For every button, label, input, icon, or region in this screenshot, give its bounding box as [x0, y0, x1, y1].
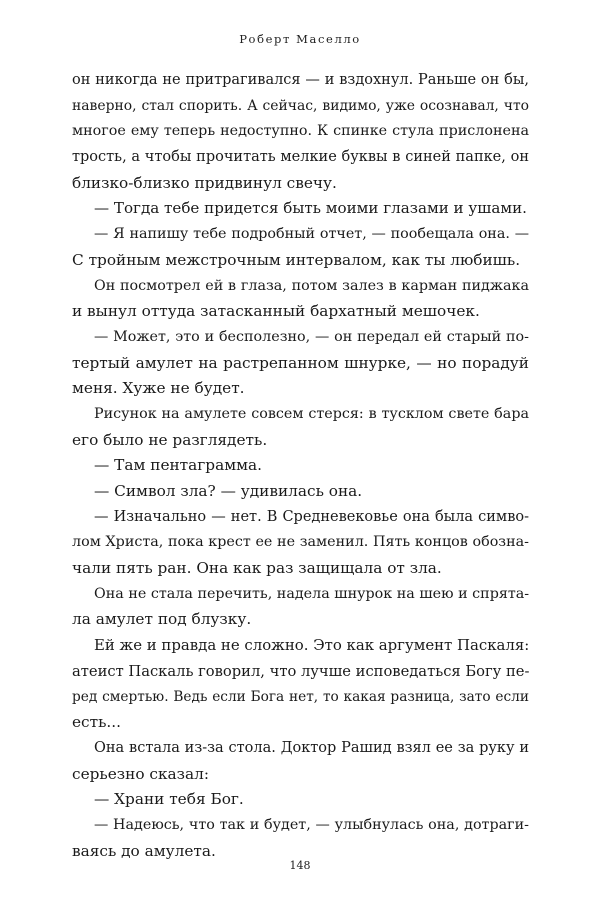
text-line: — Может, это и бесполезно, — он передал ей старый по-	[94, 328, 529, 345]
text-line: — Символ зла? — удивилась она.	[94, 482, 363, 500]
text-line: он никогда не притрагивался — и вздохнул. Раньше он бы,	[72, 72, 529, 88]
text-line: — Там пентаграмма.	[94, 456, 262, 475]
text-line: серьезно сказал:	[72, 764, 209, 783]
text-line: Ей же и правда не сложно. Это как аргумент Паскаля:	[94, 636, 530, 655]
text-line: близко-близко придвинул свечу.	[72, 173, 337, 192]
text-line: — Я напишу тебе подробный отчет, — пообещала она. —	[94, 226, 529, 243]
text-line: и вынул оттуда затасканный бархатный мешочек.	[72, 302, 480, 321]
text-line: атеист Паскаль говорил, что лучше исповедаться Богу пе-	[72, 662, 530, 680]
text-line: — Храни тебя Бог.	[94, 790, 244, 809]
text-line: чали пять ран. Она как раз защищала от зла.	[72, 559, 442, 578]
text-line: — Надеюсь, что так и будет, — улыбнулась она, дотраги-	[94, 816, 529, 833]
text-line: Она не стала перечить, надела шнурок на шею и спрята-	[94, 585, 530, 602]
text-line: тертый амулет на растрепанном шнурке, — но порадуй	[72, 353, 529, 372]
text-line: трость, а чтобы прочитать мелкие буквы в синей папке, он	[72, 149, 529, 166]
running-head: Роберт Маселло	[239, 32, 361, 46]
text-line: лом Христа, пока крест ее не заменил. Пять концов обозна-	[72, 534, 529, 551]
text-line: есть...	[72, 713, 121, 732]
text-line: Он посмотрел ей в глаза, потом залез в карман пиджака	[94, 277, 529, 294]
page-number: 148	[289, 859, 311, 872]
text-line: многое ему теперь недоступно. К спинке стула прислонена	[72, 123, 529, 140]
text-line: Рисунок на амулете совсем стерся: в тусклом свете бара	[94, 405, 529, 422]
text-line: ваясь до амулета.	[72, 841, 216, 860]
text-line: ла амулет под блузку.	[72, 610, 252, 629]
text-line: С тройным межстрочным интервалом, как ты любишь.	[72, 250, 521, 269]
text-line: — Тогда тебе придется быть моими глазами и ушами.	[94, 199, 527, 218]
text-line: — Изначально — нет. В Средневековье она была симво-	[94, 508, 529, 525]
text-line: его было не разглядеть.	[72, 430, 268, 449]
text-line: ред смертью. Ведь если Бога нет, то какая разница, зато если	[72, 688, 529, 705]
body-text	[72, 68, 529, 864]
text-line: наверно, стал спорить. А сейчас, видимо, уже осознавал, что	[72, 97, 529, 114]
text-line: Она встала из-за стола. Доктор Рашид взял ее за руку и	[94, 739, 529, 756]
text-line: меня. Хуже не будет.	[72, 379, 245, 398]
